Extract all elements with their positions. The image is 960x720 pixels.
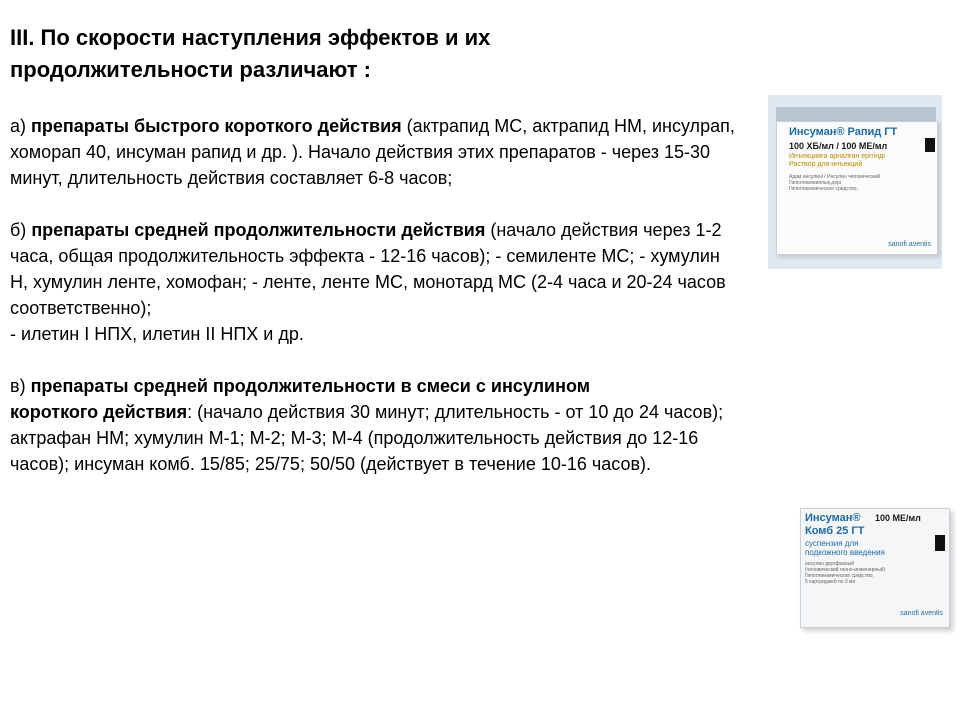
package-fine-2: Гипогликемиялық дәрі, (789, 180, 843, 186)
section-c-prefix: в) (10, 376, 31, 396)
package-fine-4: 5 картриджей по 3 мл (805, 579, 856, 585)
sanofi-logo: sanofi aventis (900, 610, 943, 617)
package-fine-1: Адам инсулині / Инсулин человеческий (789, 174, 881, 180)
package-fine-3: Гипогликемическое средство, (805, 573, 874, 579)
section-b-line-1 (10, 217, 780, 243)
package-subtitle-2: Раствор для инъекций (789, 161, 863, 168)
package-subtitle-1: суспензия для (805, 539, 859, 548)
package-fine-3: Гипогликемическое средство, (789, 186, 858, 192)
section-b-heading: препараты средней продолжительности действия (31, 220, 486, 240)
section-c-line-1 (10, 373, 780, 399)
package-fine-1: инсулин двухфазный (805, 561, 854, 567)
section-b-line-3: Н, хумулин ленте, хомофан; - ленте, ленте МС, монотард МС (2-4 часа и 20-24 часов (10, 272, 726, 292)
section-c-line-4: часов); инсуман комб. 15/85; 25/75; 50/50 (действует в течение 10-16 часов). (10, 454, 652, 474)
insuman-comb-package-image (800, 508, 950, 628)
insuman-rapid-package-image (768, 95, 942, 269)
package-dose: 100 МЕ/мл (875, 513, 921, 523)
section-a-heading: препараты быстрого короткого действия (31, 116, 402, 136)
section-c-heading-cont: короткого действия (10, 402, 188, 422)
slide-body (10, 113, 780, 477)
section-b-line-2: часа, общая продолжительность эффекта - 12-16 часов); - семиленте МС; - хумулин (10, 246, 720, 266)
package-subtitle (805, 539, 885, 557)
package-black-mark (935, 535, 945, 551)
package-fine-2: (человеческий генно-инженерный) (805, 567, 886, 573)
section-b-prefix: б) (10, 220, 32, 240)
package-front (776, 121, 938, 255)
section-b-line-5: - илетин I НПХ, илетин II НПХ и др. (10, 324, 304, 344)
title-line-1: III. По скорости наступления эффектов и их (10, 25, 491, 50)
sanofi-logo: sanofi aventis (888, 241, 931, 248)
package-name: Инсуман® Рапид ГТ (789, 126, 898, 138)
section-a-line-1-rest: (актрапид МС, актрапид НМ, инсулрап, (401, 116, 735, 136)
section-a-prefix: а) (10, 116, 32, 136)
section-c-line-2-rest: : (начало действия 30 минут; длительность - от 10 до 24 часов); (187, 402, 724, 422)
package-black-mark (925, 138, 935, 152)
package-fine-print (789, 174, 880, 192)
package-dose: 100 ХБ/мл / 100 МЕ/мл (789, 141, 888, 151)
package-fine-print (805, 561, 885, 585)
section-c-heading: препараты средней продолжительности в смеси с инсулином (30, 376, 591, 396)
section-a-line-3: минут, длительность действия составляет 6-8 часов; (10, 168, 453, 188)
section-c-line-3: актрафан НМ; хумулин М-1; М-2; М-3; М-4 (продолжительность действия до 12-16 (10, 428, 699, 448)
paragraph-gap (10, 191, 780, 217)
package-subtitle (789, 153, 885, 169)
package-variant: Комб 25 ГТ (805, 525, 865, 537)
section-b-line-1-rest: (начало действия через 1-2 (485, 220, 722, 240)
package-subtitle-2: подкожного введения (805, 548, 885, 557)
slide-title (10, 22, 770, 86)
section-b-line-4: соответственно); (10, 298, 152, 318)
paragraph-gap (10, 347, 780, 373)
title-line-2: продолжительности различают : (10, 57, 371, 82)
package-subtitle-1: Инъекцияға арналған ерітінді (789, 153, 885, 160)
section-a-line-1 (10, 113, 780, 139)
package-name: Инсуман® (805, 512, 861, 524)
section-a-line-2: хоморап 40, инсуман рапид и др. ). Начало действия этих препаратов - через 15-30 (10, 142, 711, 162)
section-c-line-2 (10, 399, 780, 425)
